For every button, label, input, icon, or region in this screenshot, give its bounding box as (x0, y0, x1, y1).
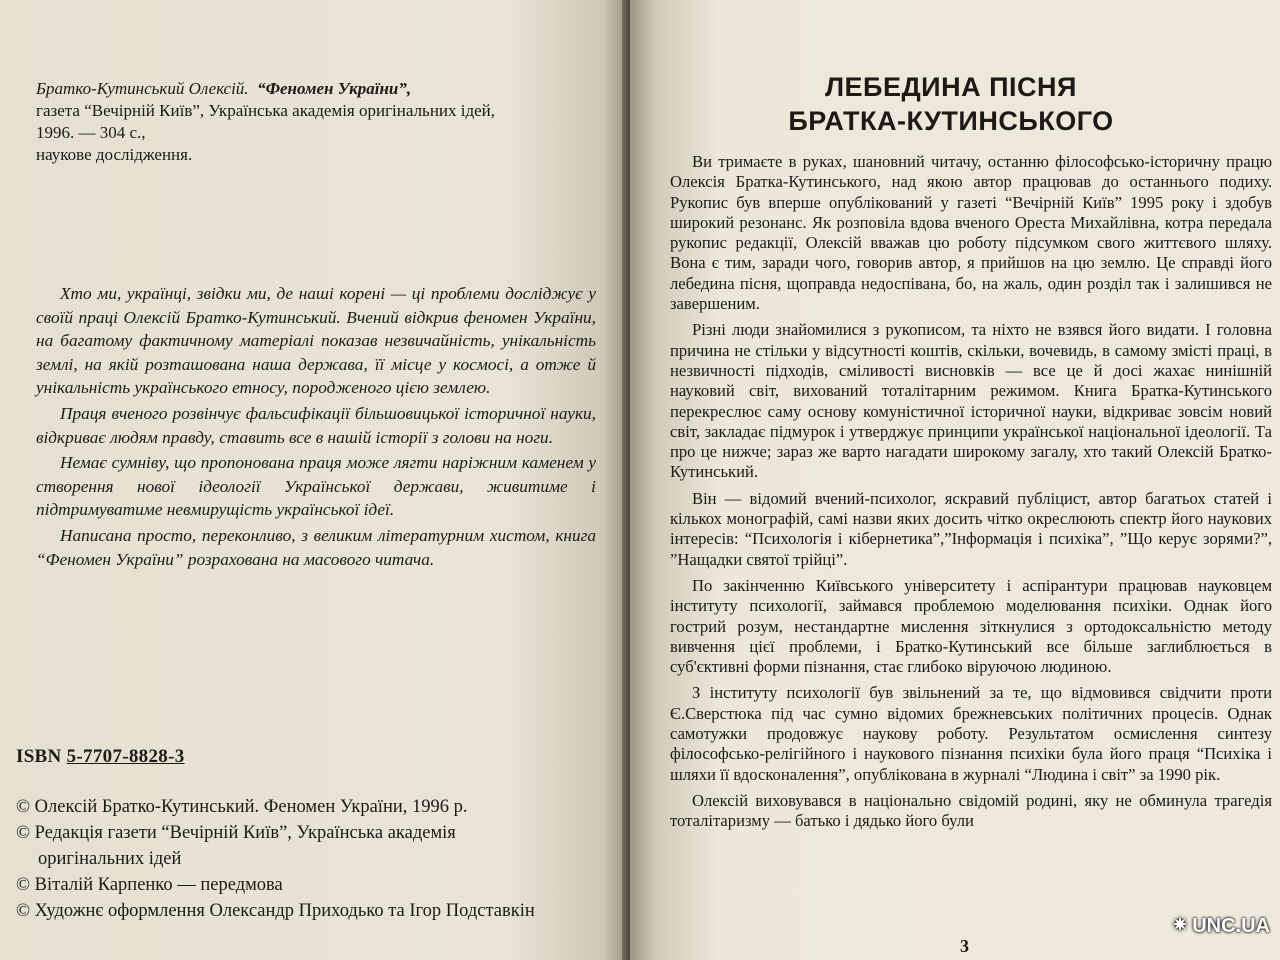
bib-title: “Феномен України”, (257, 79, 412, 98)
bibliographic-record (36, 78, 608, 166)
copyright-line-continuation: оригінальних ідей (38, 849, 182, 869)
right-page (630, 0, 1280, 960)
article-title-line: БРАТКА-КУТИНСЬКОГО (788, 106, 1114, 136)
bib-heading (36, 78, 608, 100)
bib-line: наукове дослідження. (36, 145, 193, 164)
copyright-line: © Редакція газети “Вечірній Київ”, Українська академія (16, 823, 456, 843)
left-page (0, 0, 628, 960)
article-paragraph: Ви тримаєте в руках, шановний читачу, останню філософсько-історичну працю Олексія Братка-Кутинського, над якою автор працював до останнього подиху. Рукопис був вперше опублікований у газеті “Вечірній Київ” 1995 року і здобув широкий резонанс. Як розповіла вдова вченого Ореста Михайлівна, котра передала рукопис редакції, Олексій вважав цю роботу підсумком свого життєвого шляху. Вона є тим, заради чого, говорив автор, я прийшов на цю землю. Це справді його лебедина пісня, щоправда недоспівана, бо, на жаль, один розділ так і залишився не завершеним. (670, 152, 1272, 314)
bib-line: газета “Вечірній Київ”, Українська академія оригінальних ідей, (36, 101, 496, 120)
page-number: 3 (960, 936, 969, 956)
article-paragraph: З інституту психології був звільнений за те, що відмовився свідчити проти Є.Сверстюка під час сумно відомих брежневських політичних процесів. Однак самотужки продовжує наукову роботу. Результатом осмислення синтезу філософсько-релігійного і наукового пізнання психіки була його праця “Психіка і шляхи її вдосконалення”, опублікована в журналі “Людина і світ” за 1990 рік. (670, 683, 1272, 784)
bib-author: Братко-Кутинський Олексій. (36, 79, 249, 98)
isbn (16, 746, 185, 768)
article-title-line: ЛЕБЕДИНА ПІСНЯ (825, 72, 1077, 102)
copyright-line: © Віталій Карпенко — передмова (16, 875, 283, 895)
bib-line: 1996. — 304 с., (36, 123, 146, 142)
article-body (670, 152, 1272, 832)
isbn-number: 5-7707-8828-3 (66, 746, 185, 767)
article-title (670, 70, 1272, 138)
article-paragraph: Олексій виховувався в національно свідомій родині, яку не обминула трагедія тоталітаризму — батько і дядько його були (670, 790, 1272, 831)
annotation-paragraph: Немає сумніву, що пропонована праця може лягти наріжним каменем у створення нової ідеології Української держави, живитиме і підтримуватиме невмирущість української ідеї. (36, 453, 596, 520)
site-watermark (1171, 912, 1270, 938)
annotation-paragraph: Написана просто, переконливо, з великим літературним хистом, книга “Феномен України” розрахована на масового читача. (36, 525, 596, 569)
copyright-block (16, 794, 616, 924)
annotation (36, 282, 608, 571)
copyright-line: © Олексій Братко-Кутинський. Феномен України, 1996 р. (16, 797, 468, 817)
article-paragraph: По закінченню Київського університету і аспірантури працював науковцем інституту психології, займався проблемою моделювання психіки. Однак його гострий розум, нестандартне мислення зіткнулися з ортодоксальністю методу вивчення цієї проблеми, і Братко-Кутинський все більше заглиблюється в суб'єктивні форми пізнання, стає глибоко віруючою людиною. (670, 575, 1272, 677)
isbn-label: ISBN (16, 746, 62, 767)
copyright-line: © Художнє оформлення Олександр Приходько та Ігор Подставкін (16, 901, 535, 921)
watermark-text: UNC.UA (1192, 915, 1270, 937)
annotation-paragraph: Праця вченого розвінчує фальсифікації більшовицької історичної науки, відкриває людям правду, ставить все в нашій історії з голови на ноги. (36, 403, 596, 447)
article-paragraph: Він — відомий вчений-психолог, яскравий публіцист, автор багатьох статей і кількох монографій, самі назви яких досить чітко окреслюють спектр його наукових інтересів: “Психологія і кібернетика”,”Інформація і психіка”, ”Що керує зорями?”, ”Нащадки святої трійці”. (670, 488, 1272, 569)
article-paragraph: Різні люди знайомилися з рукописом, та ніхто не взявся його видати. І головна причина не стільки у відсутності коштів, скільки, вочевидь, в самому змісті праці, в незвичності підходів, сміливості висновків — все це й досі жахає нинішній науковий світ, вихований тоталітарним режимом. Книга Братка-Кутинського перекреслює саму основу комуністичної історичної науки, відкриває зовсім новий світ, закладає підмурок і утверджує принципи української національної ідеології. Та про це нижче; зараз же варто нагадати широкому загалу, хто такий Олексій Братко-Кутинський. (670, 320, 1272, 482)
star-icon: ✷ (1170, 912, 1190, 937)
annotation-paragraph: Хто ми, українці, звідки ми, де наші корені — ці проблеми досліджує у своїй праці Олексій Братко-Кутинський. Вчений відкрив феномен України, на багатому фактичному матеріалі показав незвичайність, унікальність землі, на якій розташована наша держава, її місце у космосі, а отже й унікальність українського етносу, породженого цією землею. (36, 284, 596, 398)
